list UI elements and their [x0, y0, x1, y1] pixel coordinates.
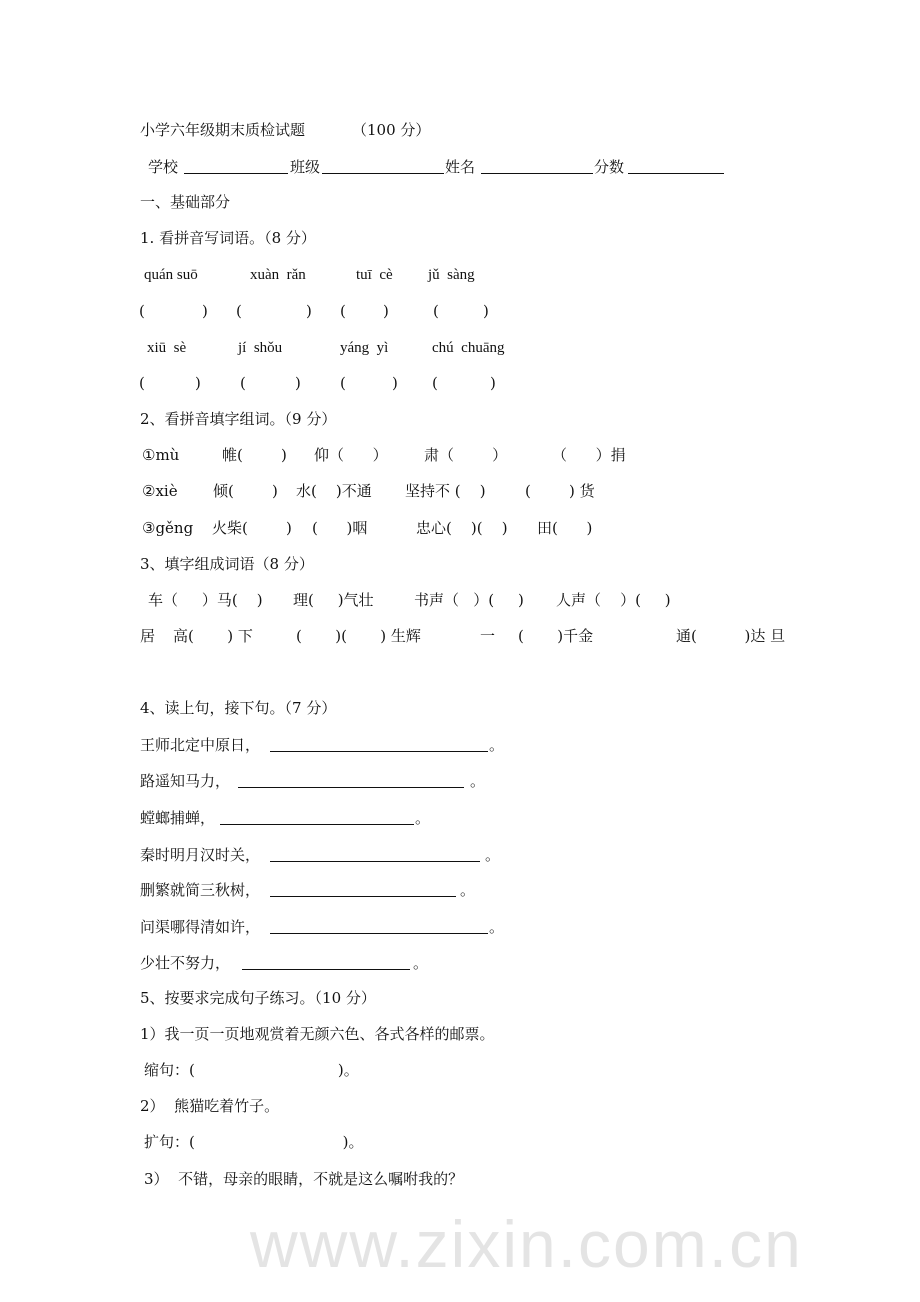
blank-item[interactable]: 车（ ）马( ) [148, 591, 263, 609]
answer-blank[interactable] [270, 845, 480, 862]
blank-item[interactable]: 水( )不通 [296, 482, 372, 500]
period: 。 [489, 918, 505, 936]
page-title: 小学六年级期末质检试题 [140, 121, 306, 139]
paren-close: ) [195, 374, 201, 392]
period: 。 [470, 772, 486, 790]
blank-item[interactable]: 忠心( )( ) [416, 519, 508, 537]
period: 。 [413, 954, 429, 972]
q5-sentence-2: 2） 熊猫吃着竹子。 [140, 1097, 280, 1115]
paren-close: ) [383, 302, 389, 320]
blank-item[interactable]: 人声（ ）( ) [556, 591, 671, 609]
total-score: （100 分） [352, 121, 431, 139]
blank-item[interactable]: ( )( ) 生辉 [296, 627, 421, 645]
paren-open: ( [340, 302, 346, 320]
name-label: 姓名 [445, 158, 476, 176]
poem-prompt: 秦时明月汉时关， [140, 846, 261, 864]
school-label: 学校 [148, 158, 179, 176]
poem-prompt: 问渠哪得清如许， [140, 918, 261, 936]
blank-item[interactable]: 理( )气壮 [293, 591, 374, 609]
answer-blank[interactable] [270, 735, 488, 752]
answer-blank[interactable] [270, 880, 456, 897]
pinyin: tuī cè [356, 267, 393, 283]
paren-open: ( [139, 302, 145, 320]
blank-item[interactable]: 帷( ) [222, 446, 287, 464]
pinyin: yáng yì [340, 340, 389, 356]
q5-sentence-1: 1）我一页一页地观赏着无颜六色、各式各样的邮票。 [140, 1025, 495, 1043]
paren-close: ) [483, 302, 489, 320]
pinyin: xiū sè [147, 340, 187, 356]
blank-item[interactable]: 高( ) 下 [173, 627, 253, 645]
pinyin: jǔ sàng [428, 267, 475, 283]
title-row [0, 120, 431, 140]
poem-line [0, 735, 505, 755]
paren-close: ) [202, 302, 208, 320]
watermark: www.zixin.com.cn [250, 1207, 803, 1281]
q2-row-3 [0, 518, 593, 538]
q1-pinyin-row-1 [0, 265, 475, 285]
poem-line [0, 808, 431, 828]
blank-item[interactable]: ( ) 货 [525, 482, 595, 500]
blank-item[interactable]: 肃（ ） [424, 446, 508, 464]
q1-answer-row-1 [0, 301, 489, 321]
blank-item[interactable]: ( )千金 [518, 627, 594, 645]
paren-close: ) [306, 302, 312, 320]
q2-row-1 [0, 445, 626, 465]
poem-line [0, 771, 486, 791]
pinyin: ②xiè [142, 482, 178, 500]
poem-prompt: 删繁就简三秋树， [140, 881, 261, 899]
paren-open: ( [433, 302, 439, 320]
answer-blank[interactable] [270, 917, 488, 934]
answer-blank[interactable] [238, 771, 464, 788]
paren-open: ( [139, 374, 145, 392]
poem-prompt: 少壮不努力， [140, 954, 231, 972]
pinyin: ①mù [142, 446, 180, 464]
q3-row-1 [0, 590, 671, 610]
blank-item[interactable]: ( )咽 [312, 519, 368, 537]
blank-item[interactable]: 坚持不 ( ) [405, 482, 486, 500]
q1-pinyin-row-2 [0, 338, 505, 358]
q2-row-2 [0, 481, 595, 501]
q4-title: 4、读上句，接下句。（7 分） [140, 699, 337, 717]
blank-item[interactable]: 通( )达 旦 [676, 627, 786, 645]
paren-close: ) [295, 374, 301, 392]
answer-blank[interactable] [220, 808, 414, 825]
q5-expand-task[interactable]: 扩句：( )。 [144, 1133, 364, 1151]
section-1-title: 一、基础部分 [140, 193, 231, 211]
blank-item: 一 [480, 627, 496, 645]
section-heading [0, 192, 231, 212]
q5-title: 5、按要求完成句子练习。（10 分） [140, 989, 376, 1007]
pinyin: chú chuāng [432, 340, 505, 356]
paren-close: ) [490, 374, 496, 392]
q3-row-2 [0, 626, 786, 646]
pinyin: jí shǒu [238, 340, 283, 356]
class-label: 班级 [290, 158, 321, 176]
class-field[interactable] [322, 157, 444, 174]
score-label: 分数 [594, 158, 625, 176]
poem-line [0, 845, 501, 865]
q3-title: 3、填字组成词语（8 分） [140, 555, 314, 573]
period: 。 [489, 736, 505, 754]
poem-line [0, 953, 429, 973]
pinyin: ③gěng [142, 519, 194, 537]
paren-open: ( [240, 374, 246, 392]
blank-item[interactable]: 田( ) [537, 519, 593, 537]
poem-prompt: 路遥知马力， [140, 772, 231, 790]
poem-line [0, 880, 476, 900]
blank-item[interactable]: （ ）捐 [552, 446, 626, 464]
paren-close: ) [392, 374, 398, 392]
paren-open: ( [236, 302, 242, 320]
blank-item[interactable]: 倾( ) [213, 482, 278, 500]
q1-answer-row-2 [0, 373, 496, 393]
name-field[interactable] [481, 157, 593, 174]
blank-item[interactable]: 书声（ ）( ) [414, 591, 524, 609]
answer-blank[interactable] [242, 953, 410, 970]
blank-item: 居 [140, 627, 156, 645]
poem-prompt: 王师北定中原日， [140, 736, 261, 754]
period: 。 [415, 809, 431, 827]
blank-item[interactable]: 火柴( ) [212, 519, 292, 537]
paren-open: ( [340, 374, 346, 392]
pinyin: quán suō [144, 267, 198, 283]
q5-sentence-3: 3） 不错，母亲的眼睛，不就是这么嘱咐我的？ [144, 1170, 464, 1188]
pinyin: xuàn rǎn [250, 267, 306, 283]
school-field[interactable] [184, 157, 288, 174]
poem-prompt: 螳螂捕蝉， [140, 809, 216, 827]
paren-open: ( [432, 374, 438, 392]
period: 。 [485, 846, 501, 864]
score-field[interactable] [628, 157, 724, 174]
q2-title: 2、看拼音填字组词。（9 分） [140, 410, 337, 428]
period: 。 [460, 881, 476, 899]
q5-condense-task[interactable]: 缩句：( )。 [144, 1061, 359, 1079]
info-row [0, 157, 625, 177]
poem-line [0, 917, 505, 937]
blank-item[interactable]: 仰（ ） [314, 446, 388, 464]
q1-title: 1. 看拼音写词语。（8 分） [140, 229, 316, 247]
